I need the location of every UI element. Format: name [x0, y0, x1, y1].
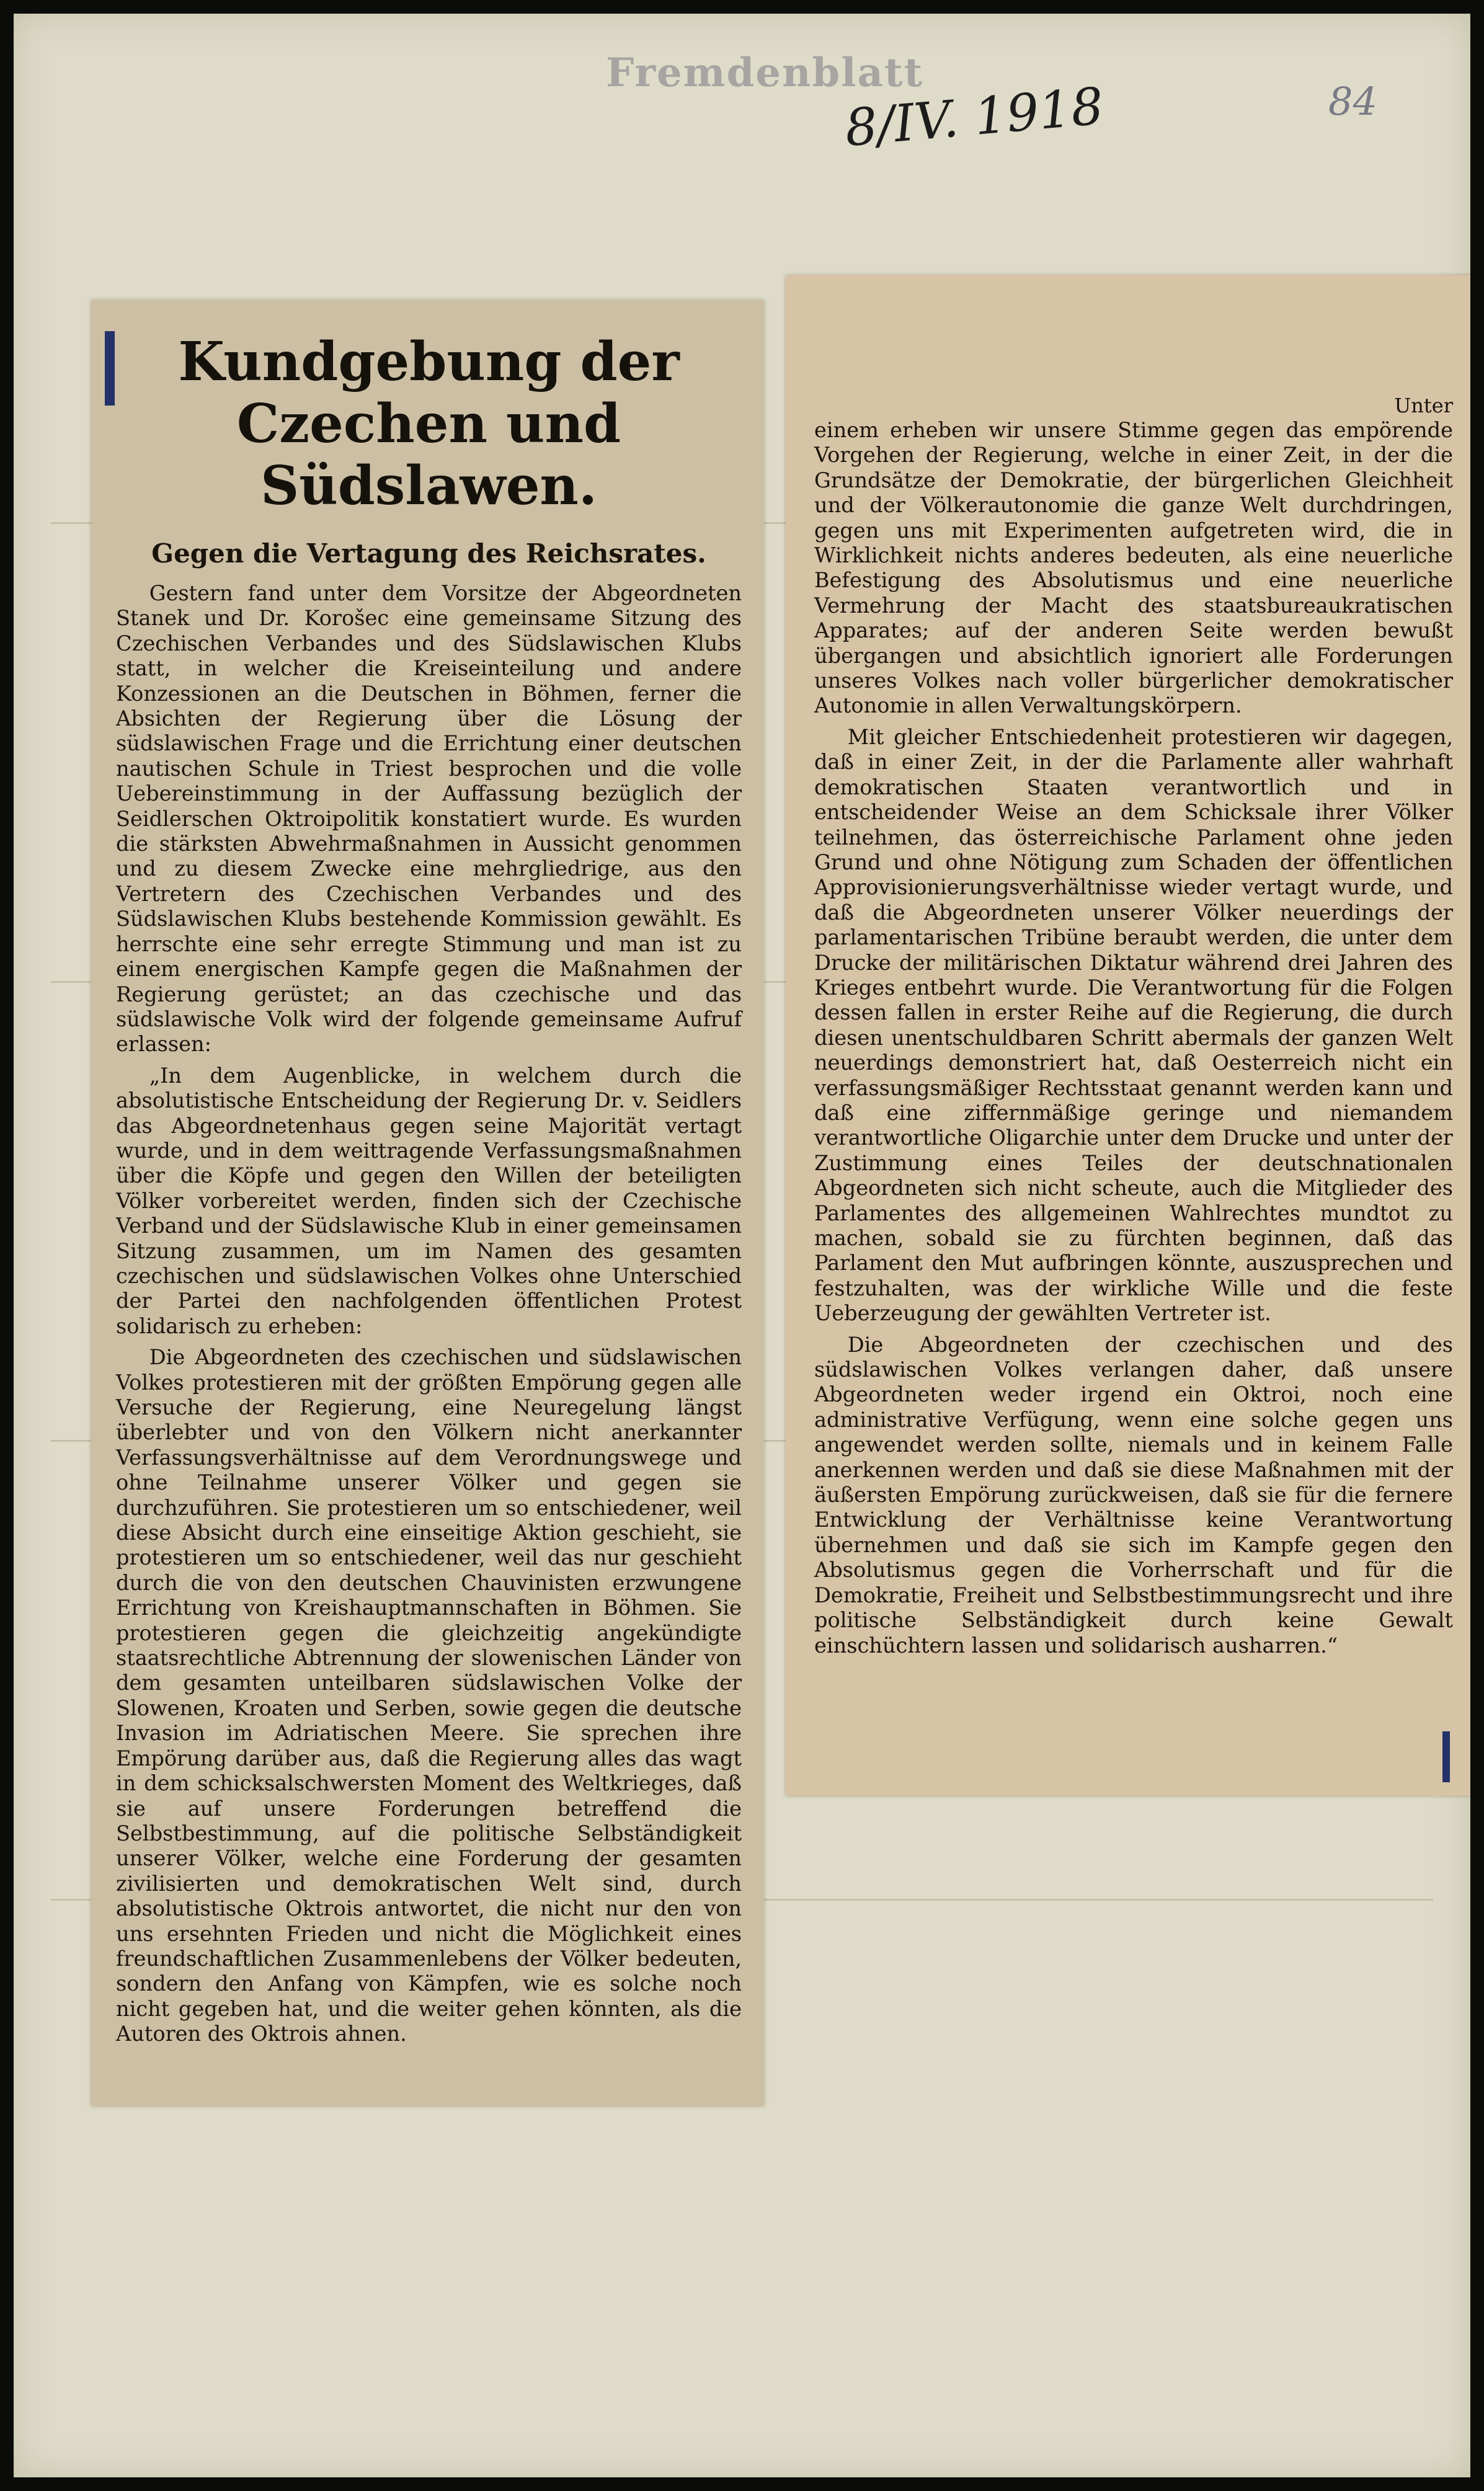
article-paragraph: Gestern fand unter dem Vorsitze der Abgeordneten Stanek und Dr. Korošec eine gemeinsame Sitzung des Czechischen Verbandes und des Südslawischen Klubs statt, in welcher die Kreiseinteilung und andere Konzessionen an die Deutschen in Böhmen, ferner die Absichten der Regierung über die Lösung der südslawischen Frage und die Errichtung einer deutschen nautischen Schule in Triest besprochen und die volle Uebereinstimmung in der Auffassung bezüglich der Seidlerschen Oktroipolitik konstatiert wurde. Es wurden die stärksten Abwehrmaßnahmen in Aussicht genommen und zu diesem Zwecke eine mehrgliedrige, aus den Vertretern des Czechischen Verbandes und des Südslawischen Klubs bestehende Kommission gewählt. Es herrschte eine sehr erregte Stimmung und man ist zu einem energischen Kampfe gegen die Maßnahmen der Regierung gerüstet; an das czechische und das südslawische Volk wird der folgende gemeinsame Aufruf erlassen: — [116, 581, 742, 1057]
article-subheadline: Gegen die Vertagung des Reichsrates. — [151, 538, 706, 569]
handwritten-date: 8/IV. 1918 — [842, 76, 1106, 159]
newspaper-stamp: Fremdenblatt — [606, 50, 924, 96]
article-paragraph: Mit gleicher Entschiedenheit protestieren wir dagegen, daß in einer Zeit, in der die Parlamente aller wahrhaft demokratischen Staaten verantwortlich und in entscheidender Weise an dem Schicksale ihrer Völker teilnehmen, das österreichische Parlament ohne jeden Grund und ohne Nötigung zum Schaden der öffentlichen Approvisionierungsverhältnisse wieder vertagt wurde, und daß die Abgeordneten unserer Völker neuerdings der parlamentarischen Tribüne beraubt werden, die unter dem Drucke der militärischen Diktatur während drei Jahren des Krieges entbehrt wurde. Die Verantwortung für die Folgen dessen fallen in erster Reihe auf die Regierung, die durch diesen unentschuldbaren Schritt abermals der ganzen Welt neuerdings demonstriert hat, daß Oesterreich nicht ein verfassungsmäßiger Rechtsstaat genannt werden kann und daß eine ziffernmäßige geringe und niemandem verantwortliche Oligarchie unter dem Drucke und unter der Zustimmung eines Teiles der deutschnationalen Abgeordneten sich nicht scheute, auch die Mitglieder des Parlamentes des allgemeinen Wahlrechtes mundtot zu machen, sobald sie zu fürchten beginnen, daß das Parlament den Mut aufbringen könnte, auszusprechen und festzuhalten, was der wirkliche Wille und die feste Ueberzeugung der gewählten Vertreter ist. — [814, 724, 1453, 1326]
blue-pencil-mark — [1442, 1731, 1450, 1782]
blue-pencil-mark — [105, 331, 115, 406]
continuation-header: Unter — [1394, 394, 1453, 417]
article-headline: Kundgebung der Czechen und Südslawen. — [178, 331, 680, 517]
article-paragraph: Die Abgeordneten des czechischen und südslawischen Volkes protestieren mit der größten Empörung gegen alle Versuche der Regierung, eine Neuregelung längst überlebter und von den Völkern nicht anerkannter Verfassungsverhältnisse auf dem Verordnungswege und ohne Teilnahme unserer Völker und gegen sie durchzuführen. Sie protestieren um so entschiedener, weil diese Absicht durch eine einseitige Aktion geschieht, sie protestieren um so entschiedener, weil das nur geschieht durch die von den deutschen Chauvinisten erzwungene Errichtung von Kreishauptmannschaften in Böhmen. Sie protestieren gegen die gleichzeitig angekündigte staatsrechtliche Abtrennung der slowenischen Länder von dem gesamten unteilbaren südslawischen Volke der Slowenen, Kroaten und Serben, sowie gegen die deutsche Invasion im Adriatischen Meere. Sie sprechen ihre Empörung darüber aus, daß die Regierung alles das wagt in dem schicksalschwersten Moment des Weltkrieges, daß sie auf unsere Forderungen betreffend die Selbstbestimmung, auf die politische Selbständigkeit unserer Völker, welche eine Forderung der gesamten zivilisierten und demokratischen Welt sind, durch absolutistische Oktrois antwortet, die nicht nur den von uns ersehnten Frieden und nicht die Möglichkeit eines freundschaftlichen Zusammenlebens der Völker bedeuten, sondern den Anfang von Kämpfen, wie es solche noch nicht gegeben hat, und die weiter gehen könnten, als die Autoren des Oktrois ahnen. — [116, 1345, 742, 2046]
archive-sheet — [14, 14, 1470, 2477]
article-paragraph: „In dem Augenblicke, in welchem durch die absolutistische Entscheidung der Regierung Dr. v. Seidlers das Abgeordnetenhaus gegen seine Majorität vertagt wurde, und in dem weittragende Verfassungsmaßnahmen über die Köpfe und gegen den Willen der beteiligten Völker vorbereitet werden, finden sich der Czechische Verband und der Südslawische Klub in einer gemeinsamen Sitzung zusammen, um im Namen des gesamten czechischen und südslawischen Volkes ohne Unterschied der Partei den nachfolgenden öffentlichen Protest solidarisch zu erheben: — [116, 1063, 742, 1338]
article-paragraph: Die Abgeordneten der czechischen und des südslawischen Volkes verlangen daher, daß unsere Abgeordneten weder irgend ein Oktroi, noch eine administrative Verfügung, wenn eine solche gegen uns angewendet werden sollte, niemals und in keinem Falle anerkennen werden und daß sie diese Maßnahmen mit der äußersten Empörung zurückweisen, daß sie für die fernere Entwicklung der Verhältnisse keine Verantwortung übernehmen und daß sie sich im Kampfe gegen den Absolutismus gegen die Vorherrschaft und für die Demokratie, Freiheit und Selbstbestimmungsrecht und ihre politische Selbständigkeit durch keine Gewalt einschüchtern lassen und solidarisch ausharren.“ — [814, 1332, 1453, 1658]
clipping-left — [91, 300, 764, 2106]
clipping-right — [786, 275, 1470, 1796]
page-number: 84 — [1328, 79, 1377, 124]
article-paragraph: einem erheben wir unsere Stimme gegen das empörende Vorgehen der Regierung, welche in einer Zeit, in der die Grundsätze der Demokratie, der bürgerlichen Gleichheit und der Völkerautonomie die ganze Welt durchdringen, gegen uns mit Experimenten aufgetreten wird, die in Wirklichkeit nichts anderes bedeuten, als eine neuerliche Befestigung des Absolutismus und eine neuerliche Vermehrung der Macht des staatsbureaukratischen Apparates; auf der anderen Seite werden bewußt übergangen und absichtlich ignoriert alle Forderungen unseres Volkes nach voller bürgerlicher demokratischer Autonomie in allen Verwaltungskörpern. — [814, 418, 1453, 718]
